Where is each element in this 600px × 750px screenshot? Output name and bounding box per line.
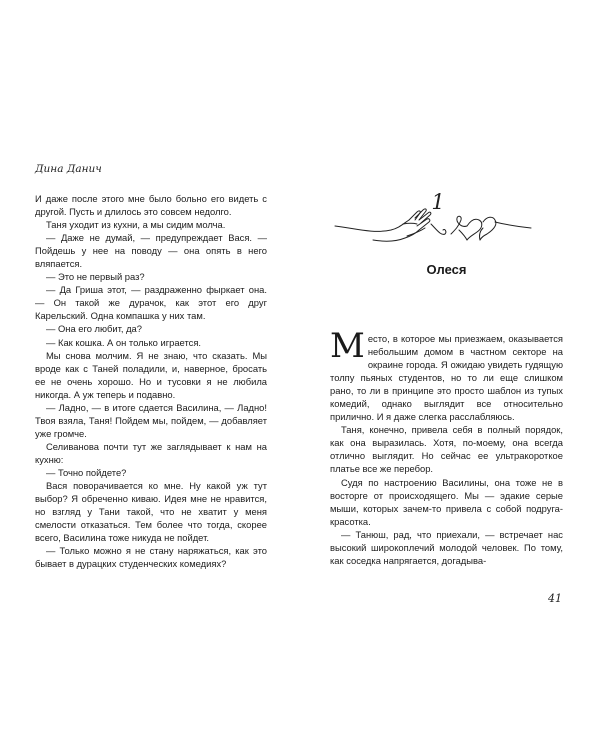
paragraph: — Да Гриша этот, — раздраженно фыркает она. — Он такой же дурачок, как этот его друг Карельский. Одна компашка у них там.	[35, 284, 267, 322]
opening-paragraph-text: есто, в которое мы приезжаем, оказывается небольшим домом в частном секторе на окраине города. Я ожидаю увидеть гудящую толпу пьяных студентов, но то ли еще слишком рано, то ли в принципе это просто шаблон из тупых комедий, однако выглядит все относительно прилично. И я даже слегка расслабляюсь.	[330, 333, 563, 423]
chapter-number: 1	[431, 190, 445, 214]
paragraph: Таня уходит из кухни, а мы сидим молча.	[46, 219, 226, 231]
paragraph: Селиванова почти тут же заглядывает к нам на кухню:	[35, 440, 267, 465]
paragraph: — Танюш, рад, что приехали, — встречает нас высокий широкоплечий молодой человек. По тому, как соседка напрягается, догадыва-	[330, 528, 563, 566]
opening-paragraph	[330, 326, 563, 423]
right-page-body	[330, 326, 563, 567]
left-page-body	[35, 192, 267, 570]
paragraph: Мы снова молчим. Я не знаю, что сказать. Мы вроде как с Таней поладили, и, наверное, бросать ее не очень хорошо. Но и тусовки я не любила никогда. А уж теперь и подавно.	[35, 349, 267, 400]
paragraph: Судя по настроению Василины, она тоже не в восторге от происходящего. Мы — эдакие серые мыши, которых зачем-то привела с собой подруга-красотка.	[330, 476, 563, 527]
chapter-title: Олеся	[426, 262, 467, 277]
paragraph: — Она его любит, да?	[46, 323, 142, 335]
paragraph: Вася поворачивается ко мне. Ну какой уж тут выбор? Я обреченно киваю. Идея мне не нравится, но взгляд у Тани такой, что не хватит у меня смелости отказаться. Тем более что тогда, скорее всего, Василина тоже никуда не пойдет.	[35, 480, 267, 544]
paragraph: — Даже не думай, — предупреждает Вася. — Пойдешь у нее на поводу — она опять в него вляпается.	[35, 232, 267, 270]
paragraph: — Как кошка. А он только играется.	[46, 336, 202, 348]
paragraph: И даже после этого мне было больно его видеть с другой. Пусть и длилось это совсем недолго.	[35, 193, 267, 218]
paragraph: — Это не первый раз?	[46, 271, 145, 283]
paragraph: — Точно пойдете?	[46, 466, 127, 478]
page-number: 41	[548, 592, 562, 605]
paragraph: Таня, конечно, привела себя в полный порядок, как она выразилась. Хотя, по-моему, она всегда отлично выглядит. Но сейчас ее ультракороткое платье все же перебор.	[330, 424, 563, 475]
drop-cap: М	[330, 326, 365, 366]
paragraph: — Ладно, — в итоге сдается Василина, — Ладно! Твоя взяла, Таня! Пойдем мы, пойдем, — добавляет уже громче.	[35, 401, 267, 439]
running-head-author: Дина Данич	[35, 163, 102, 175]
paragraph: — Только можно я не стану наряжаться, как это бывает в дурацких студенческих комедиях?	[35, 545, 267, 570]
